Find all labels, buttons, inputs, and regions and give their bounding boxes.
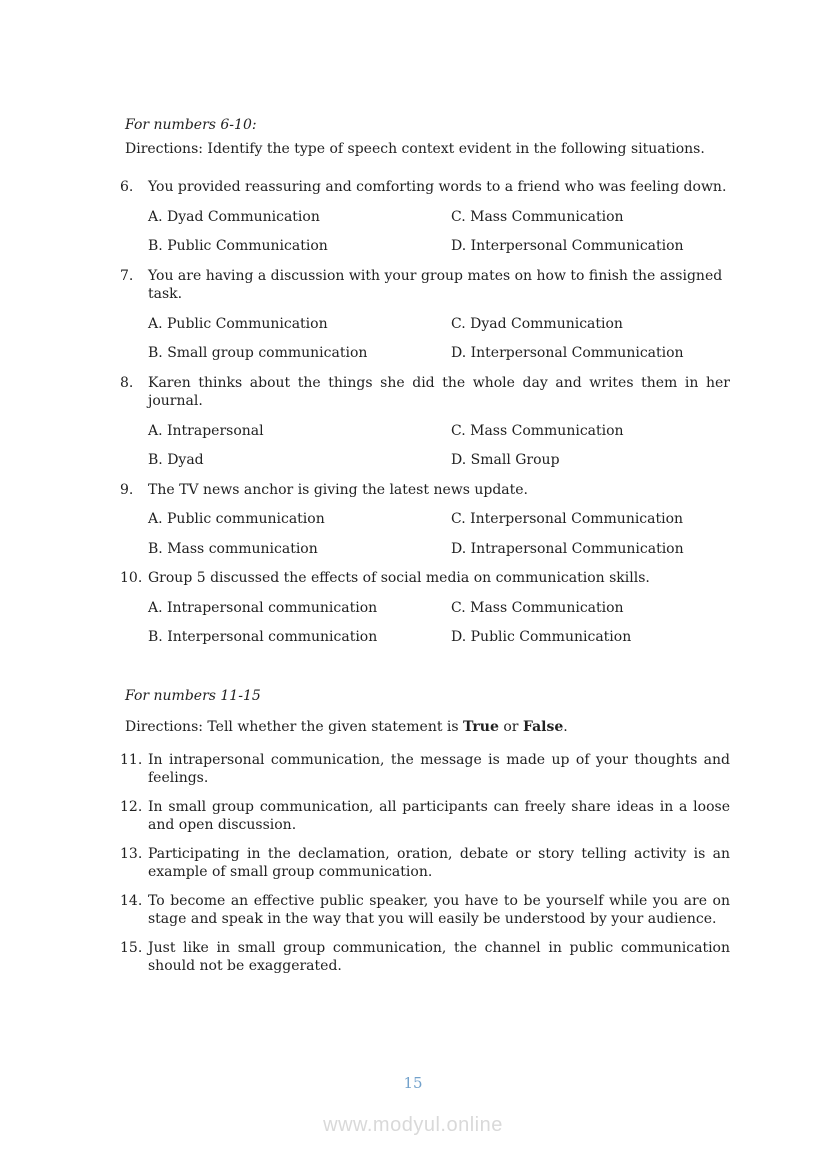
page-number: 15 xyxy=(403,1074,423,1092)
option-a: A. Intrapersonal communication xyxy=(148,599,378,616)
option-a: A. Public communication xyxy=(148,511,325,527)
question-number: 8. xyxy=(120,374,134,391)
statement-stem xyxy=(120,845,730,882)
question-stem xyxy=(120,481,730,500)
directions-suffix: . xyxy=(563,719,568,735)
statement-14 xyxy=(120,892,730,929)
option-a: A. Dyad Communication xyxy=(148,208,320,225)
option-c: C. Mass Communication xyxy=(451,599,624,616)
statement-text: To become an effective public speaker, you have to be yourself while you are on stage and speak in the way that you will easily be understood by your audience. xyxy=(148,892,730,927)
statement-stem xyxy=(120,892,730,929)
statement-13 xyxy=(120,845,730,882)
options-grid xyxy=(148,422,730,470)
question-8 xyxy=(120,374,730,470)
question-number: 9. xyxy=(120,481,134,498)
section-directions: Directions: Identify the type of speech context evident in the following situations. xyxy=(125,140,705,157)
option-b: B. Interpersonal communication xyxy=(148,629,378,645)
statement-text: In small group communication, all participants can freely share ideas in a loose and open discussion. xyxy=(148,798,730,833)
section-directions xyxy=(120,718,730,737)
statement-15 xyxy=(120,939,730,976)
question-stem xyxy=(120,374,730,411)
question-number: 7. xyxy=(120,267,134,284)
question-stem xyxy=(120,569,730,588)
question-text: The TV news anchor is giving the latest news update. xyxy=(148,481,529,498)
statement-stem xyxy=(120,751,730,788)
section-heading: For numbers 6-10: xyxy=(125,117,257,133)
watermark-text: www.modyul.online xyxy=(323,1114,503,1136)
section-6-10 xyxy=(120,116,730,647)
statement-stem xyxy=(120,798,730,835)
statement-number: 15. xyxy=(120,939,143,956)
option-b: B. Mass communication xyxy=(148,540,318,557)
statement-number: 11. xyxy=(120,751,143,768)
question-stem xyxy=(120,178,730,197)
statement-stem xyxy=(120,939,730,976)
directions-prefix: Directions: Tell whether the given statement is xyxy=(125,719,464,735)
option-a: A. Public Communication xyxy=(148,315,328,332)
statement-text: Just like in small group communication, the channel in public communication should not be exaggerated. xyxy=(148,939,730,974)
options-grid xyxy=(148,315,730,363)
statement-number: 14. xyxy=(120,892,143,909)
section-11-15 xyxy=(120,687,730,976)
option-b: B. Small group communication xyxy=(148,345,368,361)
question-number: 6. xyxy=(120,179,134,195)
question-text: You are having a discussion with your group mates on how to finish the assigned task. xyxy=(148,267,723,302)
option-d: D. Interpersonal Communication xyxy=(451,238,684,254)
statement-11 xyxy=(120,751,730,788)
statement-12 xyxy=(120,798,730,835)
question-stem xyxy=(120,267,730,304)
statement-text: In intrapersonal communication, the message is made up of your thoughts and feelings. xyxy=(148,751,730,786)
option-c: C. Interpersonal Communication xyxy=(451,511,684,527)
question-10 xyxy=(120,569,730,647)
option-d: D. Public Communication xyxy=(451,629,632,645)
question-text: Group 5 discussed the effects of social media on communication skills. xyxy=(148,570,650,586)
option-d: D. Interpersonal Communication xyxy=(451,345,684,361)
page-content xyxy=(120,116,730,986)
options-grid xyxy=(148,208,730,256)
statement-text: Participating in the declamation, oration, debate or story telling activity is an example of small group communication. xyxy=(148,845,730,880)
statement-number: 12. xyxy=(120,798,143,815)
question-text: Karen thinks about the things she did the whole day and writes them in her journal. xyxy=(148,374,730,409)
option-b: B. Public Communication xyxy=(148,238,328,254)
directions-bold-true: True xyxy=(463,719,499,735)
question-text: You provided reassuring and comforting words to a friend who was feeling down. xyxy=(148,179,727,195)
option-c: C. Dyad Communication xyxy=(451,315,623,332)
question-9 xyxy=(120,481,730,559)
directions-bold-false: False xyxy=(522,719,564,735)
option-c: C. Mass Communication xyxy=(451,422,624,439)
option-d: D. Intrapersonal Communication xyxy=(451,540,684,557)
statement-number: 13. xyxy=(120,845,143,862)
question-number: 10. xyxy=(120,570,143,586)
question-6 xyxy=(120,178,730,256)
options-grid xyxy=(148,510,730,558)
option-a: A. Intrapersonal xyxy=(148,422,264,439)
option-d: D. Small Group xyxy=(451,452,560,468)
section-heading: For numbers 11-15 xyxy=(125,687,261,704)
option-c: C. Mass Communication xyxy=(451,208,624,225)
option-b: B. Dyad xyxy=(148,452,204,468)
options-grid xyxy=(148,599,730,647)
question-7 xyxy=(120,267,730,363)
directions-middle: or xyxy=(498,719,523,735)
